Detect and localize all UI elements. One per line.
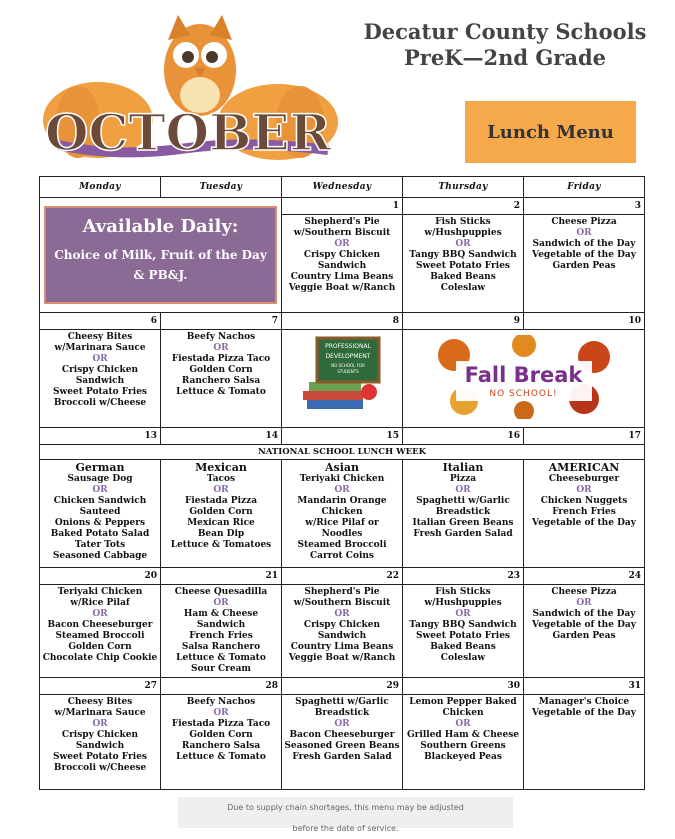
date-number: 2 xyxy=(403,198,524,215)
menu-item: Sour Cream xyxy=(191,664,251,674)
menu-item: Teriyaki Chicken w/Rice Pilaf xyxy=(57,587,143,608)
date-number: 14 xyxy=(161,428,282,445)
available-daily-banner xyxy=(44,206,277,304)
menu-item: Sweet Potato Fries xyxy=(416,631,510,641)
menu-item: Lettuce & Tomato xyxy=(176,653,266,663)
or-separator: OR xyxy=(576,598,592,608)
or-separator: OR xyxy=(455,609,471,619)
menu-calendar xyxy=(39,176,645,790)
menu-item: Steamed Broccoli xyxy=(297,540,387,550)
menu-item: Tangy BBQ Sandwich xyxy=(409,620,517,630)
or-separator: OR xyxy=(92,354,108,364)
date-number: 17 xyxy=(524,428,645,445)
menu-cell xyxy=(40,585,161,678)
or-separator: OR xyxy=(455,719,471,729)
october-owl-pumpkin-logo xyxy=(38,10,338,170)
menu-item: Vegetable of the Day xyxy=(532,250,636,260)
weekday-header-row xyxy=(40,177,645,198)
menu-item: Cheesy Bites w/Marinara Sauce xyxy=(54,332,146,353)
menu-item: Vegetable of the Day xyxy=(532,620,636,630)
menu-item: Steamed Broccoli xyxy=(55,631,145,641)
menu-item: Sausage Dog xyxy=(67,474,133,484)
weekday-header: Monday xyxy=(40,177,161,198)
date-number: 13 xyxy=(40,428,161,445)
menu-item: Teriyaki Chicken xyxy=(299,474,385,484)
menu-item: Golden Corn xyxy=(189,507,253,517)
fall-break-cell xyxy=(403,330,645,428)
grade-range: PreK—2nd Grade xyxy=(404,45,606,70)
menu-item: French Fries xyxy=(552,507,616,517)
menu-item: Cheeseburger xyxy=(548,474,620,484)
menu-item: Garden Peas xyxy=(552,631,616,641)
theme-label: German xyxy=(75,461,125,474)
menu-item: Crispy Chicken Sandwich xyxy=(303,620,381,641)
menu-item: Veggie Boat w/Ranch xyxy=(288,283,396,293)
date-number: 9 xyxy=(403,313,524,330)
menu-item: Southern Greens xyxy=(420,741,506,751)
theme-label: Italian xyxy=(442,461,484,474)
date-number: 15 xyxy=(282,428,403,445)
date-number: 21 xyxy=(161,568,282,585)
menu-item: Spaghetti w/Garlic Breadstick xyxy=(416,496,510,517)
date-number: 29 xyxy=(282,678,403,695)
menu-item: Blackeyed Peas xyxy=(424,752,502,762)
menu-item: Country Lima Beans xyxy=(290,642,394,652)
menu-item: w/Rice Pilaf or Noodles xyxy=(305,518,379,539)
menu-item: Fiestada Pizza Taco xyxy=(171,354,271,364)
menu-item: Lettuce & Tomato xyxy=(176,387,266,397)
menu-item: Sandwich of the Day xyxy=(532,239,636,249)
or-separator: OR xyxy=(334,239,350,249)
weekday-header: Friday xyxy=(524,177,645,198)
date-number: 1 xyxy=(282,198,403,215)
menu-item: Crispy Chicken Sandwich xyxy=(61,730,139,751)
menu-cell xyxy=(40,460,161,568)
school-name: Decatur County Schools xyxy=(363,19,647,44)
menu-item: Crispy Chicken Sandwich xyxy=(61,365,139,386)
weekday-header: Thursday xyxy=(403,177,524,198)
or-separator: OR xyxy=(92,719,108,729)
menu-item: French Fries xyxy=(189,631,253,641)
menu-item: Vegetable of the Day xyxy=(532,708,636,718)
weekday-header: Tuesday xyxy=(161,177,282,198)
pd-line2: DEVELOPMENT xyxy=(325,352,371,360)
or-separator: OR xyxy=(334,609,350,619)
menu-cell xyxy=(524,215,645,313)
or-separator: OR xyxy=(213,343,229,353)
menu-item: Garden Peas xyxy=(552,261,616,271)
menu-item: Country Lima Beans xyxy=(290,272,394,282)
logo-text: OCTOBER xyxy=(44,103,332,162)
menu-item: Chocolate Chip Cookie xyxy=(42,653,158,663)
menu-item: Spaghetti w/Garlic Breadstick xyxy=(295,697,389,718)
menu-item: Mandarin Orange Chicken xyxy=(297,496,387,517)
fall-break-title: Fall Break xyxy=(464,362,583,387)
date-number: 28 xyxy=(161,678,282,695)
menu-cell xyxy=(40,330,161,428)
menu-item: Fish Sticks w/Hushpuppies xyxy=(424,587,502,608)
menu-cell xyxy=(282,215,403,313)
menu-item: Manager's Choice xyxy=(538,697,630,707)
menu-item: Ranchero Salsa xyxy=(181,741,261,751)
professional-development-image xyxy=(297,334,387,420)
date-number: 30 xyxy=(403,678,524,695)
available-daily-text: Choice of Milk, Fruit of the Day & PB&J. xyxy=(54,248,267,282)
pd-line1: PROFESSIONAL xyxy=(325,342,371,350)
menu-cell xyxy=(403,695,524,790)
or-separator: OR xyxy=(92,485,108,495)
date-number: 8 xyxy=(282,313,403,330)
or-separator: OR xyxy=(455,485,471,495)
or-separator: OR xyxy=(455,239,471,249)
menu-cell xyxy=(161,460,282,568)
menu-item: Tater Tots xyxy=(74,540,126,550)
menu-cell xyxy=(403,215,524,313)
supply-chain-notice xyxy=(178,797,513,833)
fall-break-banner xyxy=(434,335,614,419)
date-number: 6 xyxy=(40,313,161,330)
date-number: 16 xyxy=(403,428,524,445)
or-separator: OR xyxy=(213,708,229,718)
menu-item: Onions & Peppers xyxy=(54,518,146,528)
menu-item: Carrot Coins xyxy=(310,551,374,561)
menu-cell xyxy=(524,585,645,678)
notice-line-1: Due to supply chain shortages, this menu may be adjusted xyxy=(227,803,464,812)
menu-item: Pizza xyxy=(449,474,477,484)
menu-item: Cheese Pizza xyxy=(551,217,617,227)
menu-item: Vegetable of the Day xyxy=(532,518,636,528)
or-separator: OR xyxy=(576,485,592,495)
available-daily-cell xyxy=(40,198,282,313)
date-number: 22 xyxy=(282,568,403,585)
menu-item: Bacon Cheeseburger xyxy=(289,730,395,740)
menu-cell xyxy=(161,330,282,428)
menu-item: Beefy Nachos xyxy=(186,697,256,707)
menu-item: Sweet Potato Fries xyxy=(53,387,147,397)
date-number: 31 xyxy=(524,678,645,695)
theme-label: AMERICAN xyxy=(548,461,620,474)
menu-item: Broccoli w/Cheese xyxy=(53,398,147,408)
theme-label: Mexican xyxy=(195,461,247,474)
date-number: 3 xyxy=(524,198,645,215)
menu-item: Grilled Ham & Cheese xyxy=(406,730,520,740)
menu-item: Cheesy Bites w/Marinara Sauce xyxy=(54,697,146,718)
menu-item: Broccoli w/Cheese xyxy=(53,763,147,773)
menu-item: Ranchero Salsa xyxy=(181,376,261,386)
menu-item: Sweet Potato Fries xyxy=(53,752,147,762)
menu-item: Coleslaw xyxy=(440,653,486,663)
menu-item: Golden Corn xyxy=(189,730,253,740)
menu-item: Fresh Garden Salad xyxy=(292,752,392,762)
date-number: 24 xyxy=(524,568,645,585)
menu-cell xyxy=(161,585,282,678)
or-separator: OR xyxy=(334,485,350,495)
menu-item: Sandwich of the Day xyxy=(532,609,636,619)
menu-cell xyxy=(282,695,403,790)
menu-item: Bean Dip xyxy=(197,529,245,539)
or-separator: OR xyxy=(92,609,108,619)
menu-item: Mexican Rice xyxy=(187,518,255,528)
menu-item: Italian Green Beans xyxy=(412,518,514,528)
menu-item: Baked Potato Salad xyxy=(50,529,150,539)
menu-item: Ham & Cheese Sandwich xyxy=(183,609,259,630)
menu-cell xyxy=(282,460,403,568)
menu-item: Lemon Pepper Baked Chicken xyxy=(409,697,517,718)
menu-item: Seasoned Cabbage xyxy=(52,551,148,561)
professional-development-cell xyxy=(282,330,403,428)
menu-cell xyxy=(524,460,645,568)
date-number: 7 xyxy=(161,313,282,330)
menu-item: Bacon Cheeseburger xyxy=(47,620,153,630)
pd-line3: NO SCHOOL FOR xyxy=(331,362,365,368)
menu-cell xyxy=(161,695,282,790)
menu-item: Cheese Pizza xyxy=(551,587,617,597)
menu-item: Shepherd's Pie w/Southern Biscuit xyxy=(293,217,391,238)
lunch-menu-badge: Lunch Menu xyxy=(465,101,636,163)
fall-break-subtitle: NO SCHOOL! xyxy=(489,388,558,399)
menu-item: Shepherd's Pie w/Southern Biscuit xyxy=(293,587,391,608)
date-number: 10 xyxy=(524,313,645,330)
menu-item: Golden Corn xyxy=(68,642,132,652)
available-daily-title: Available Daily: xyxy=(82,216,239,237)
notice-line-2: before the date of service. xyxy=(292,824,399,833)
menu-item: Lettuce & Tomato xyxy=(176,752,266,762)
menu-item: Lettuce & Tomatoes xyxy=(170,540,272,550)
date-number: 27 xyxy=(40,678,161,695)
menu-cell xyxy=(403,585,524,678)
menu-item: Chicken Nuggets xyxy=(540,496,628,506)
weekday-header: Wednesday xyxy=(282,177,403,198)
menu-cell xyxy=(40,695,161,790)
pd-line4: STUDENTS xyxy=(337,368,359,374)
menu-item: Tangy BBQ Sandwich xyxy=(409,250,517,260)
menu-item: Crispy Chicken Sandwich xyxy=(303,250,381,271)
national-school-lunch-week-banner: NATIONAL SCHOOL LUNCH WEEK xyxy=(40,445,645,460)
date-number: 20 xyxy=(40,568,161,585)
menu-item: Coleslaw xyxy=(440,283,486,293)
or-separator: OR xyxy=(576,228,592,238)
menu-item: Chicken Sandwich Sauteed xyxy=(53,496,147,517)
menu-item: Golden Corn xyxy=(189,365,253,375)
menu-item: Veggie Boat w/Ranch xyxy=(288,653,396,663)
menu-item: Seasoned Green Beans xyxy=(284,741,400,751)
menu-item: Beefy Nachos xyxy=(186,332,256,342)
or-separator: OR xyxy=(334,719,350,729)
menu-item: Baked Beans xyxy=(430,272,496,282)
menu-item: Cheese Quesadilla xyxy=(174,587,268,597)
menu-cell xyxy=(524,695,645,790)
menu-item: Sweet Potato Fries xyxy=(416,261,510,271)
or-separator: OR xyxy=(213,598,229,608)
menu-cell xyxy=(403,460,524,568)
menu-item: Fish Sticks w/Hushpuppies xyxy=(424,217,502,238)
menu-item: Fiestada Pizza Taco xyxy=(171,719,271,729)
menu-item: Salsa Ranchero xyxy=(181,642,261,652)
or-separator: OR xyxy=(213,485,229,495)
menu-item: Tacos xyxy=(206,474,236,484)
menu-item: Fresh Garden Salad xyxy=(413,529,513,539)
menu-item: Baked Beans xyxy=(430,642,496,652)
menu-item: Fiestada Pizza xyxy=(184,496,258,506)
menu-cell xyxy=(282,585,403,678)
theme-label: Asian xyxy=(324,461,360,474)
date-number: 23 xyxy=(403,568,524,585)
